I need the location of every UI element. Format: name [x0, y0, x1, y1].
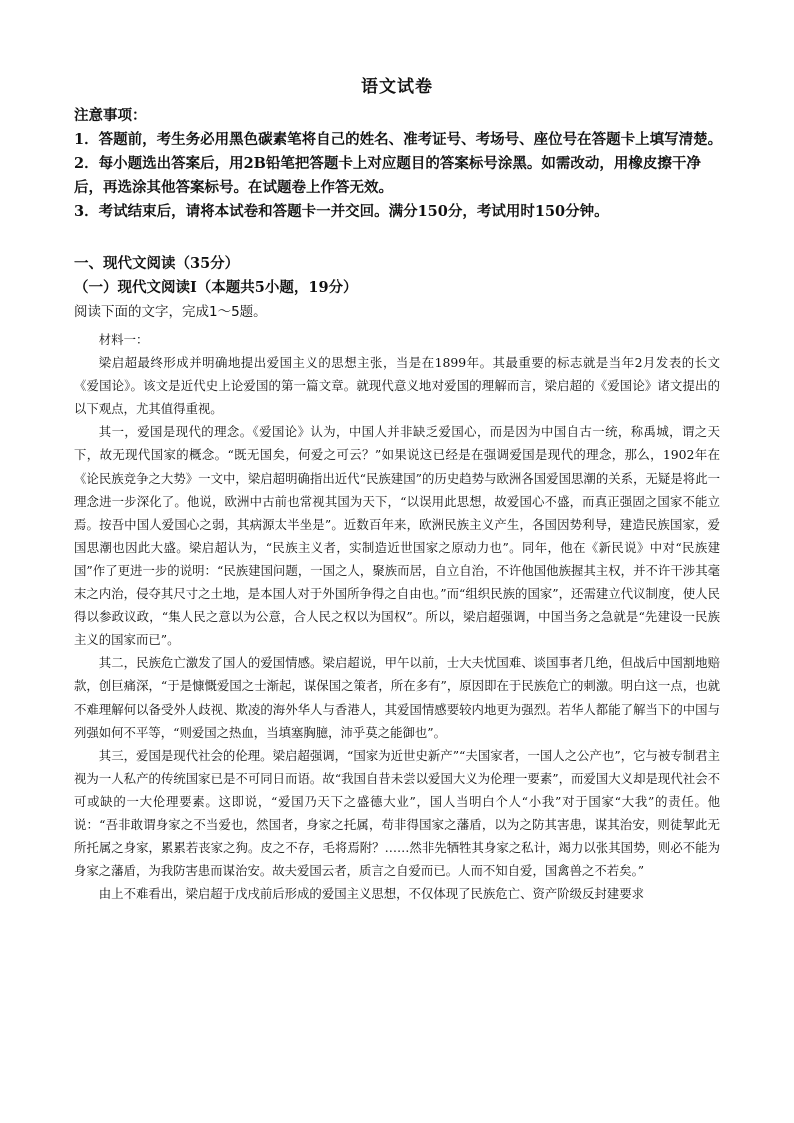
paragraph-5: 由上不难看出，梁启超于戊戌前后形成的爱国主义思想，不仅体现了民族危亡、资产阶级反封建要求	[98, 886, 644, 902]
notice-item-2: 2．每小题选出答案后，用2B铅笔把答题卡上对应题目的答案标号涂黑。如需改动，用橡皮擦干净后，再选涂其他答案标号。在试题卷上作答无效。	[74, 155, 701, 196]
notice-heading: 注意事项：	[74, 107, 147, 124]
reading-material	[74, 328, 720, 905]
section-title: 一、现代文阅读（35分）	[74, 255, 240, 272]
material-label: 材料一：	[98, 332, 149, 347]
paragraph-3: 其二，民族危亡激发了国人的爱国情感。梁启超说，甲午以前，士大夫忧国难、谈国事者几绝，但战后中国割地赔款，创巨痛深，“于是慷慨爱国之士渐起，谋保国之策者，所在多有”，原因即在于民族危亡的刺激。明白这一点，也就不难理解何以备受外人歧视、欺凌的海外华人与香港人，其爱国情感要较内地更为强烈。若华人都能了解当下的中国与列强如何不平等，“则爱国之热血，当填塞胸臆，沛乎莫之能御也”。	[74, 655, 720, 740]
subsection-title: （一）现代文阅读Ⅰ（本题共5小题，19分）	[74, 279, 358, 296]
paragraph-1: 梁启超最终形成并明确地提出爱国主义的思想主张，当是在1899年。其最重要的标志就是当年2月发表的长文《爱国论》。该文是近代史上论爱国的第一篇文章。就现代意义地对爱国的理解而言，梁启超的《爱国论》诸文提出的以下观点，尤其值得重视。	[74, 355, 720, 417]
reading-instruction: 阅读下面的文字，完成1～5题。	[74, 304, 267, 320]
paragraph-4: 其三，爱国是现代社会的伦理。梁启超强调，“国家为近世史新产”“夫国家者，一国人之公产也”，它与被专制君主视为一人私产的传统国家已是不可同日而语。故“我国自昔未尝以爱国大义为伦理一要素”，而爱国大义却是现代社会不可或缺的一大伦理要素。这即说，“爱国乃天下之盛德大业”，国人当明白个人“小我”对于国家“大我”的责任。他说：“吾非敢谓身家之不当爱也，然国者，身家之托属，苟非得国家之藩盾，以为之防其害患，谋其治安，则徒挈此无所托属之身家，累累若丧家之狗。皮之不存，毛将焉附？……然非先牺牲其身家之私计，竭力以张其国势，则必不能为身家之藩盾，为我防害患而谋治安。故夫爱国云者，质言之自爱而已。人而不知自爱，国禽兽之不若矣。”	[74, 747, 720, 879]
paragraph-2: 其一，爱国是现代的理念。《爱国论》认为，中国人并非缺乏爱国心，而是因为中国自古一统，称禹城，谓之天下，故无现代国家的概念。“既无国矣，何爱之可云？”如果说这已经是在强调爱国是现代的理念，那么，1902年在《论民族竞争之大势》一文中，梁启超明确指出近代“民族建国”的历史趋势与欧洲各国爱国思潮的关系，无疑是将此一理念进一步深化了。他说，欧洲中古前也常视其国为天下，“以误用此思想，故爱国心不盛，而真正强固之国家不能立焉。按吾中国人爱国心之弱，其病源太半坐是”。近数百年来，欧洲民族主义产生，各国因势利导，建造民族国家，爱国思潮也因此大盛。梁启超认为，“民族主义者，实制造近世国家之原动力也”。同年，他在《新民说》中对“民族建国”作了更进一步的说明：“民族建国问题，一国之人，聚族而居，自立自治，不许他国他族握其主权，并不许干涉其毫末之内治，侵夺其尺寸之土地，是本国人对于外国所争得之自由也。”而“组织民族的国家”，还需建立代议制度，使人民得以参政议政，“集人民之意以为公意，合人民之权以为国权”。所以，梁启超强调，中国当务之急就是“先建设一民族主义的国家而已”。	[74, 424, 720, 648]
exam-title: 语文试卷	[361, 77, 433, 97]
notice-item-3: 3．考试结束后，请将本试卷和答题卡一并交回。满分150分，考试用时150分钟。	[74, 203, 609, 220]
notice-item-1: 1．答题前，考生务必用黑色碳素笔将自己的姓名、准考证号、考场号、座位号在答题卡上填写清楚。	[74, 131, 723, 148]
notice-block	[74, 104, 724, 224]
